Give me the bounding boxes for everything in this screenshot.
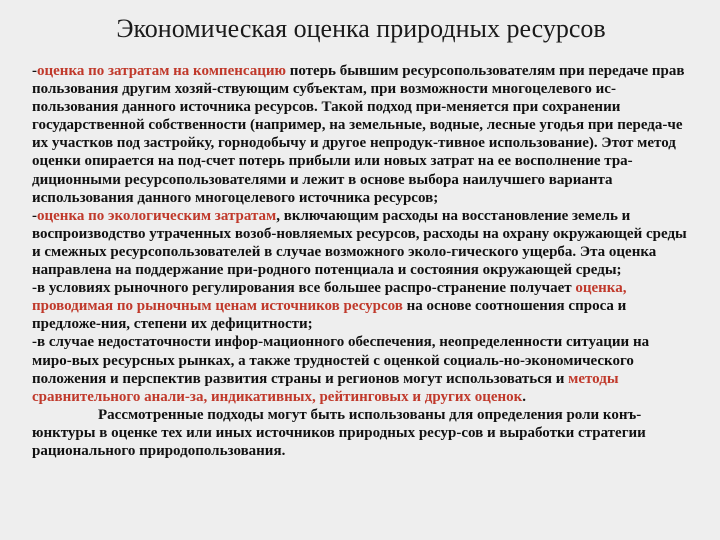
paragraph-conclusion: Рассмотренные подходы могут быть использованы для определения роли конъ-юнктуры в оценке тех или иных источников природных ресур-сов и выработки стратегии рационального природопользования. — [32, 406, 646, 459]
paragraph-market-prices — [32, 279, 690, 333]
highlight-comparative-methods: методы сравнительного анали-за, индикативных, рейтинговых и других оценок — [32, 370, 619, 405]
paragraph-text-before: -в случае недостаточности инфор-мационного обеспечения, неопределенности ситуации на миро-вых ресурсных рынках, а также трудностей с оценкой социаль-но-экономического положения и перспектив развития страны и регионов могут использоваться и — [32, 334, 650, 387]
slide-body — [32, 62, 690, 460]
paragraph-text-after: на основе соотношения спроса и предложе-ния, степени их дефицитности; — [32, 298, 627, 333]
highlight-compensation-cost: оценка по затратам на компенсацию — [37, 63, 286, 79]
highlight-market-prices: оценка, проводимая по рыночным ценам источников ресурсов — [32, 280, 627, 315]
paragraph-ecological-cost — [32, 207, 690, 279]
paragraph-text-after: . — [522, 388, 527, 405]
paragraph-text: потерь бывшим ресурсопользователям при передаче прав пользования другим хозяй-ствующим субъектам, при возможности многоцелевого ис-пользования данного источника ресурсов. Такой подход при-меняется при сохранении государственной собственности (например, на земельные, водные, лесные угодья при переда-че их участков под застройку, горнодобычу и другое непродук-тивное использование). Этот метод оценки опирается на под-счет потерь прибыли или новых затрат на ее восполнение тра-диционными ресурсопользователями и лежит в основе выбора наилучшего варианта использования данного многоцелевого источника ресурсов; — [32, 63, 685, 206]
paragraph-comparative-methods — [32, 333, 690, 405]
paragraph-text: , включающим расходы на восстановление земель и воспроизводство утраченных возоб-новляемых ресурсов, расходы на охрану окружающей среды и смежных ресурсопользователей в случае возможного эколо-гического ущерба. Эта оценка направлена на поддержание при-родного потенциала и состояния окружающей среды; — [32, 207, 687, 279]
paragraph-compensation-cost — [32, 62, 690, 207]
page-title: Экономическая оценка природных ресурсов — [116, 14, 606, 43]
bullet-dash: - — [32, 207, 37, 224]
highlight-ecological-cost: оценка по экологическим затратам — [37, 207, 277, 224]
paragraph-text-before: -в условиях рыночного регулирования все большее распро-странение получает — [32, 280, 576, 297]
bullet-dash: - — [32, 63, 37, 79]
